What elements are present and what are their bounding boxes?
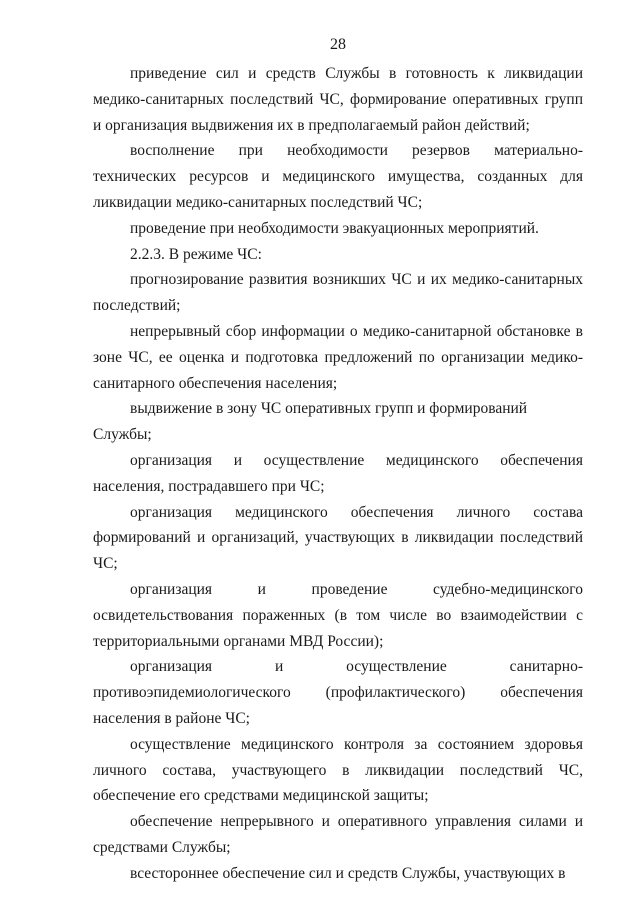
paragraph: проведение при необходимости эвакуационных мероприятий. [130, 219, 539, 237]
document-page [93, 34, 583, 887]
paragraph: непрерывный сбор информации о медико-санитарной обстановке в зоне ЧС, ее оценка и подготовка предложений по организации медико-санитарного обеспечения населения; [93, 322, 583, 392]
paragraph: организация и осуществление медицинского обеспечения населения, пострадавшего при ЧС; [93, 451, 583, 495]
section-heading: 2.2.3. В режиме ЧС: [130, 245, 262, 263]
paragraph: выдвижение в зону ЧС оперативных групп и формирований Службы; [93, 400, 528, 444]
paragraph: восполнение при необходимости резервов материально-технических ресурсов и медицинского имущества, созданных для ликвидации медико-санитарных последствий ЧС; [93, 142, 583, 211]
paragraph: всестороннее обеспечение сил и средств Службы, участвующих в [130, 864, 566, 882]
paragraph: прогнозирование развития возникших ЧС и их медико-санитарных последствий; [93, 271, 583, 315]
paragraph: организация медицинского обеспечения личного состава формирований и организаций, участвующих в ликвидации последствий ЧС; [93, 503, 583, 573]
paragraph: организация и проведение судебно-медицинского освидетельствования пораженных (в том числе во взаимодействии с территориальными органами МВД России); [93, 580, 583, 650]
paragraph: осуществление медицинского контроля за состоянием здоровья личного состава, участвующего в ликвидации последствий ЧС, обеспечение его средствами медицинской защиты; [93, 735, 583, 805]
paragraph: обеспечение непрерывного и оперативного управления силами и средствами Службы; [93, 813, 583, 856]
paragraph: организация и осуществление санитарно-противоэпидемиологического (профилактического) обеспечения населения в районе ЧС; [93, 658, 583, 727]
page-number: 28 [330, 36, 346, 53]
paragraph: приведение сил и средств Службы в готовность к ликвидации медико-санитарных последствий ЧС, формирование оперативных групп и организация выдвижения их в предполагаемый район действий; [93, 65, 583, 134]
